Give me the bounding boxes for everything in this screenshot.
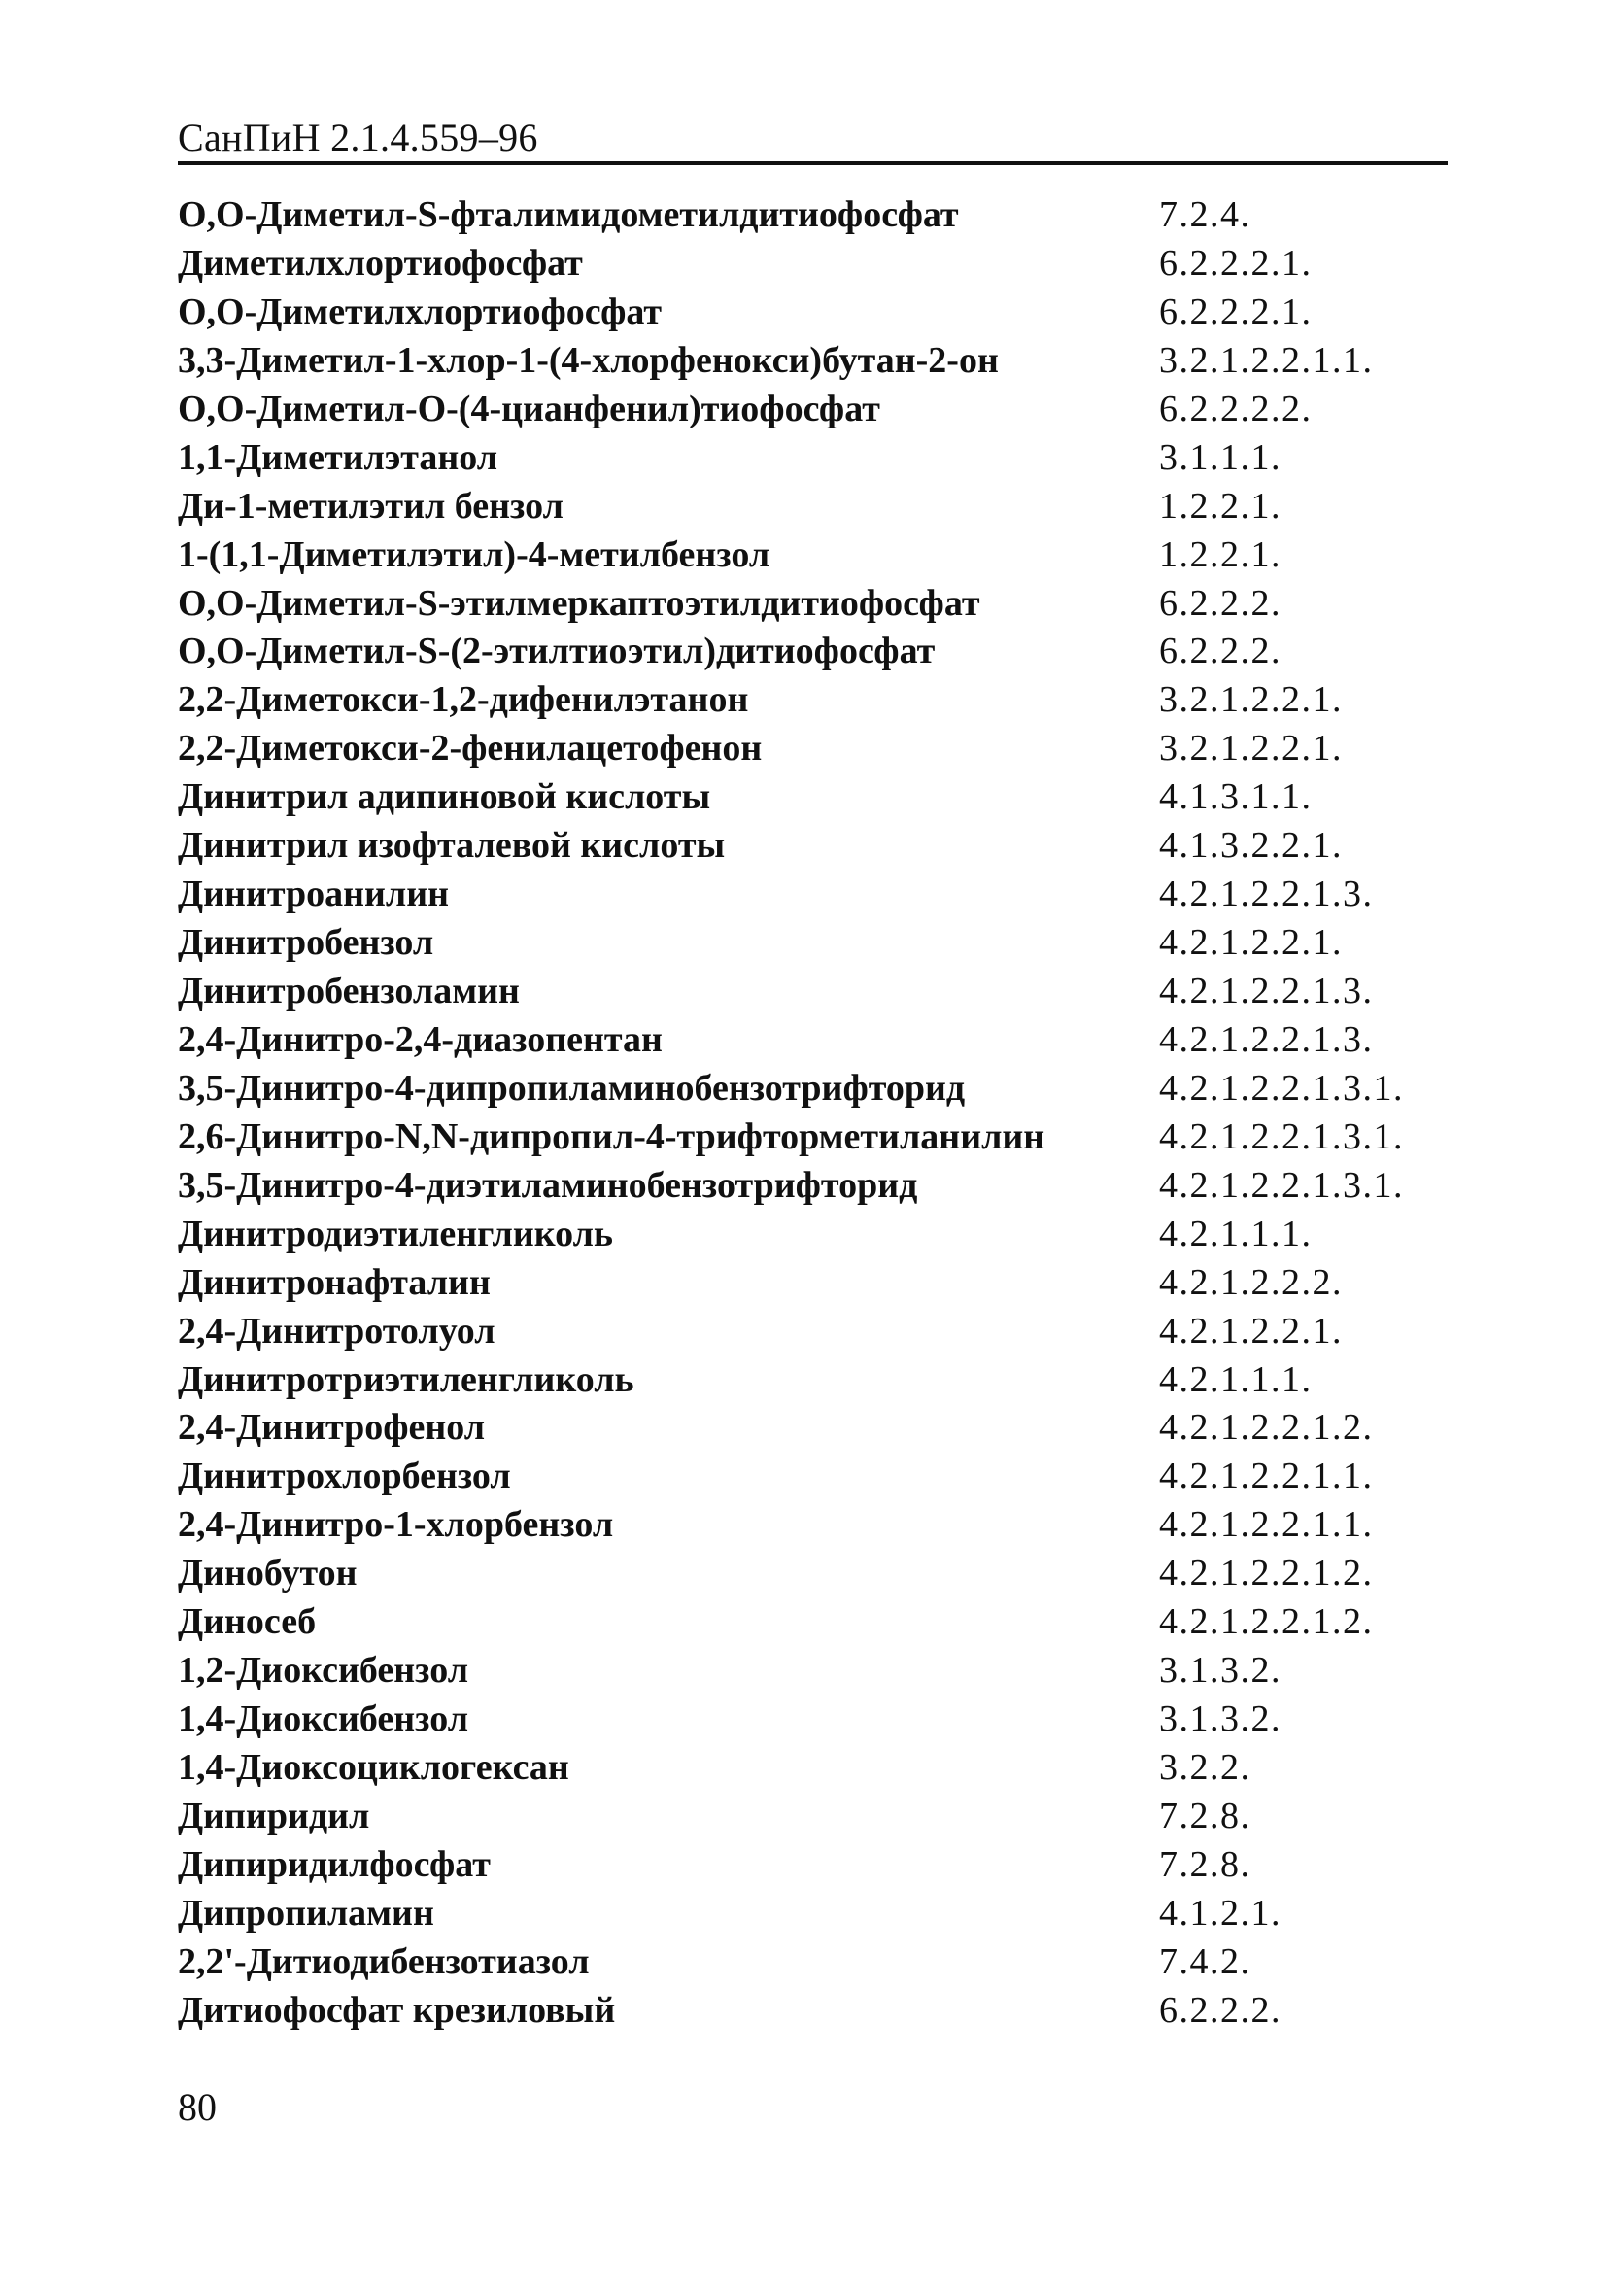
index-entry	[178, 531, 1448, 579]
index-entry	[178, 1403, 1448, 1452]
substance-name: 2,6-Динитро-N,N-дипропил-4-трифторметиланилин	[178, 1115, 1045, 1157]
section-reference: 3.2.1.2.2.1.1.	[1159, 339, 1374, 381]
substance-name: 2,4-Динитрофенол	[178, 1407, 486, 1449]
index-entry	[178, 1258, 1448, 1307]
index-entry	[178, 1889, 1448, 1937]
substance-name: 2,2'-Дитиодибензотиазол	[178, 1940, 590, 1982]
substance-name: О,О-Диметил-S-фталимидометилдитиофосфат	[178, 194, 959, 235]
index-entry	[178, 1161, 1448, 1210]
section-reference: 4.2.1.2.2.1.2.	[1159, 1601, 1374, 1643]
index-entry	[178, 675, 1448, 724]
section-reference: 6.2.2.2.1.	[1159, 242, 1313, 284]
index-entries	[178, 190, 1448, 2035]
section-reference: 4.2.1.2.2.1.1.	[1159, 1456, 1374, 1497]
substance-name: 2,2-Диметокси-2-фенилацетофенон	[178, 728, 763, 770]
substance-name: Динитрил адипиновой кислоты	[178, 776, 711, 818]
substance-name: 1,2-Диоксибензол	[178, 1650, 469, 1692]
index-entry	[178, 1937, 1448, 1986]
substance-name: 2,4-Динитротолуол	[178, 1310, 495, 1352]
index-entry	[178, 1743, 1448, 1792]
section-reference: 4.1.2.1.	[1159, 1892, 1281, 1934]
index-entry	[178, 1840, 1448, 1889]
index-entry	[178, 1986, 1448, 2035]
section-reference: 3.2.2.	[1159, 1747, 1251, 1788]
substance-name: Динитробензоламин	[178, 971, 520, 1011]
index-entry	[178, 772, 1448, 821]
substance-name: Динитробензол	[178, 922, 434, 964]
substance-name: 1,4-Диоксоциклогексан	[178, 1747, 569, 1788]
substance-name: 3,3-Диметил-1-хлор-1-(4-хлорфенокси)бутан-2-он	[178, 339, 999, 381]
index-entry	[178, 967, 1448, 1015]
substance-name: Диносеб	[178, 1601, 317, 1643]
section-reference: 6.2.2.2.1.	[1159, 291, 1313, 332]
index-entry	[178, 1355, 1448, 1404]
substance-name: 3,5-Динитро-4-дипропиламинобензотрифторид	[178, 1067, 966, 1109]
index-entry	[178, 1549, 1448, 1597]
section-reference: 1.2.2.1.	[1159, 533, 1281, 575]
substance-name: 2,2-Диметокси-1,2-дифенилэтанон	[178, 679, 749, 721]
section-reference: 7.2.8.	[1159, 1795, 1251, 1836]
substance-name: 1,4-Диоксибензол	[178, 1698, 469, 1740]
substance-name: 3,5-Динитро-4-диэтиламинобензотрифторид	[178, 1164, 918, 1206]
index-entry	[178, 918, 1448, 967]
substance-name: О,О-Диметил-S-(2-этилтиоэтил)дитиофосфат	[178, 631, 936, 672]
section-reference: 7.4.2.	[1159, 1940, 1251, 1982]
index-entry	[178, 1015, 1448, 1064]
substance-name: 1-(1,1-Диметилэтил)-4-метилбензол	[178, 533, 770, 575]
index-entry	[178, 627, 1448, 675]
index-entry	[178, 336, 1448, 385]
substance-name: О,О-Диметил-S-этилмеркаптоэтилдитиофосфат	[178, 582, 980, 624]
section-reference: 4.1.3.1.1.	[1159, 776, 1313, 818]
index-entry	[178, 870, 1448, 918]
section-reference: 4.2.1.2.2.1.3.1.	[1159, 1067, 1404, 1109]
substance-name: Динитрохлорбензол	[178, 1456, 511, 1497]
section-reference: 4.2.1.2.2.1.	[1159, 1310, 1343, 1352]
document-header: СанПиН 2.1.4.559–96	[178, 116, 538, 159]
index-entry	[178, 190, 1448, 239]
substance-name: 2,4-Динитро-1-хлорбензол	[178, 1504, 614, 1546]
index-entry	[178, 1792, 1448, 1840]
section-reference: 3.2.1.2.2.1.	[1159, 728, 1343, 770]
substance-name: 1,1-Диметилэтанол	[178, 436, 498, 478]
index-entry	[178, 239, 1448, 288]
index-entry	[178, 385, 1448, 433]
index-entry	[178, 1646, 1448, 1695]
section-reference: 4.2.1.1.1.	[1159, 1358, 1313, 1400]
substance-name: Ди-1-метилэтил бензол	[178, 485, 564, 527]
substance-name: Динобутон	[178, 1553, 358, 1594]
section-reference: 4.1.3.2.2.1.	[1159, 825, 1343, 867]
index-entry	[178, 821, 1448, 870]
index-entry	[178, 1597, 1448, 1646]
substance-name: Динитротриэтиленгликоль	[178, 1358, 634, 1400]
index-entry	[178, 288, 1448, 336]
substance-name: О,О-Диметил-О-(4-цианфенил)тиофосфат	[178, 388, 880, 429]
section-reference: 4.2.1.2.2.1.2.	[1159, 1553, 1374, 1594]
section-reference: 6.2.2.2.	[1159, 582, 1281, 624]
substance-name: Дипиридилфосфат	[178, 1843, 491, 1885]
section-reference: 4.2.1.2.2.1.3.	[1159, 971, 1374, 1011]
index-entry	[178, 482, 1448, 531]
section-reference: 4.2.1.2.2.1.3.	[1159, 1018, 1374, 1060]
substance-name: Дипропиламин	[178, 1892, 434, 1934]
section-reference: 3.1.3.2.	[1159, 1698, 1281, 1740]
section-reference: 1.2.2.1.	[1159, 485, 1281, 527]
substance-name: Динитрил изофталевой кислоты	[178, 825, 726, 867]
page-number: 80	[178, 2085, 217, 2129]
index-entry	[178, 433, 1448, 482]
section-reference: 3.1.1.1.	[1159, 436, 1281, 478]
index-entry	[178, 1500, 1448, 1549]
section-reference: 3.1.3.2.	[1159, 1650, 1281, 1692]
index-entry	[178, 579, 1448, 628]
section-reference: 4.2.1.2.2.1.1.	[1159, 1504, 1374, 1546]
substance-name: Дипиридил	[178, 1795, 370, 1836]
index-entry	[178, 1307, 1448, 1355]
substance-name: Дитиофосфат крезиловый	[178, 1989, 616, 2031]
section-reference: 4.2.1.2.2.1.2.	[1159, 1407, 1374, 1449]
index-entry	[178, 1210, 1448, 1258]
index-entry	[178, 724, 1448, 772]
section-reference: 4.2.1.1.1.	[1159, 1213, 1313, 1254]
section-reference: 4.2.1.2.2.1.3.1.	[1159, 1115, 1404, 1157]
header-rule	[178, 161, 1448, 165]
index-entry	[178, 1452, 1448, 1500]
substance-name: 2,4-Динитро-2,4-диазопентан	[178, 1018, 663, 1060]
section-reference: 6.2.2.2.	[1159, 1989, 1281, 2031]
section-reference: 4.2.1.2.2.1.3.	[1159, 874, 1374, 915]
section-reference: 6.2.2.2.	[1159, 631, 1281, 672]
substance-name: Динитронафталин	[178, 1261, 491, 1303]
index-entry	[178, 1695, 1448, 1743]
section-reference: 3.2.1.2.2.1.	[1159, 679, 1343, 721]
substance-name: Диметилхлортиофосфат	[178, 242, 583, 284]
substance-name: Динитроанилин	[178, 874, 449, 915]
section-reference: 4.2.1.2.2.2.	[1159, 1261, 1343, 1303]
index-entry	[178, 1113, 1448, 1161]
section-reference: 4.2.1.2.2.1.	[1159, 922, 1343, 964]
substance-name: Динитродиэтиленгликоль	[178, 1213, 614, 1254]
section-reference: 4.2.1.2.2.1.3.1.	[1159, 1164, 1404, 1206]
substance-name: О,О-Диметилхлортиофосфат	[178, 291, 663, 332]
section-reference: 7.2.4.	[1159, 194, 1251, 235]
index-entry	[178, 1064, 1448, 1113]
section-reference: 7.2.8.	[1159, 1843, 1251, 1885]
section-reference: 6.2.2.2.2.	[1159, 388, 1313, 429]
